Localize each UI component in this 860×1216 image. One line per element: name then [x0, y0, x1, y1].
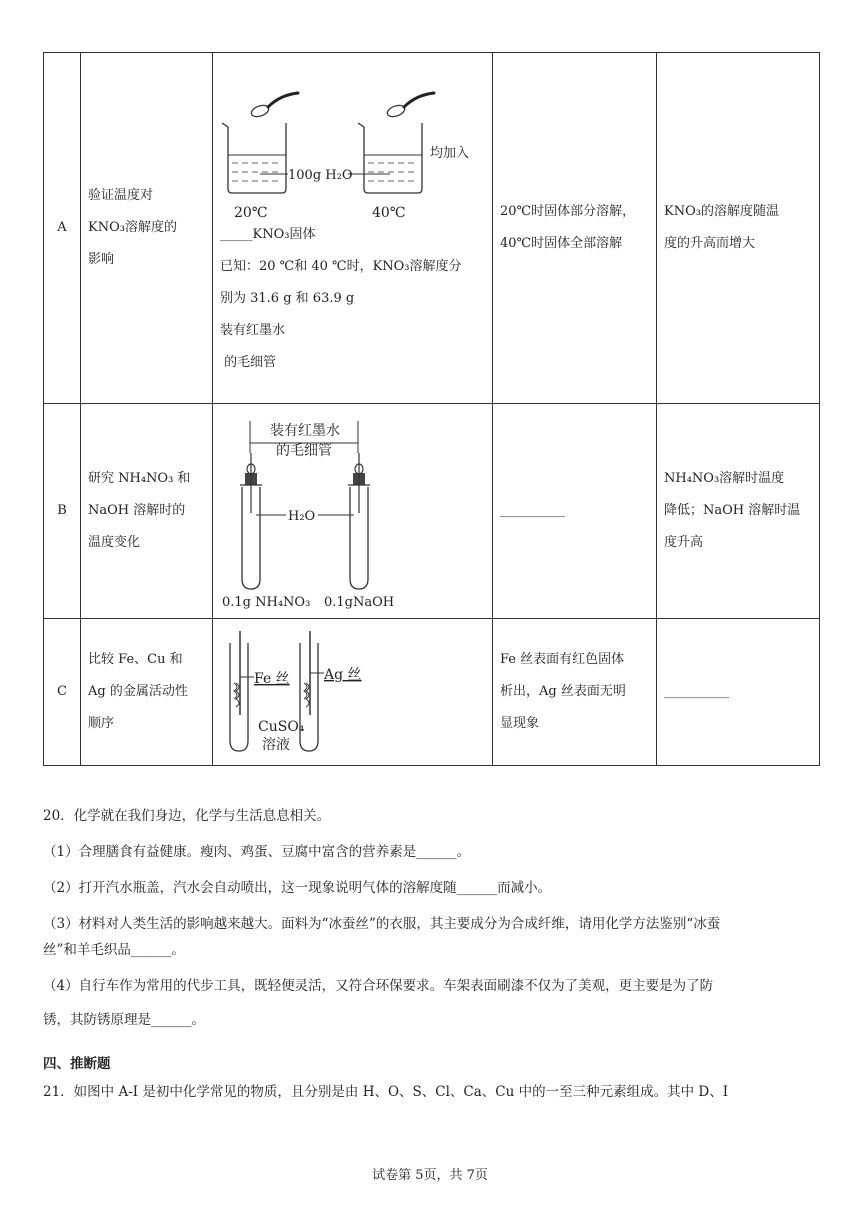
capillary-label-2: 的毛细管: [276, 443, 332, 459]
purpose-line: 研究 NH₄NO₃ 和: [88, 471, 191, 486]
left-test-tube: [240, 453, 262, 589]
beaker-figure: [220, 83, 485, 223]
question-20-part-2: （2）打开汽水瓶盖，汽水会自动喷出，这一现象说明气体的溶解度随______而减小。: [43, 880, 552, 896]
question-21-stem: 21．如图中 A-I 是初中化学常见的物质，且分别是由 H、O、S、Cl、Ca、Cu 中的一至三种元素组成。其中 D、I: [43, 1084, 729, 1100]
left-spoon-icon: [250, 93, 298, 119]
right-spoon-icon: [386, 93, 434, 119]
water-label: H₂O: [288, 509, 316, 524]
table-row-c: [44, 619, 820, 766]
capillary-label-1: 装有红墨水: [270, 423, 340, 439]
purpose-line: 温度变化: [88, 535, 141, 550]
right-solute-label: 0.1gNaOH: [324, 595, 395, 609]
experiment-conclusion: [657, 404, 820, 619]
table-row-b: [44, 404, 820, 619]
purpose-line: KNO₃溶解度的: [88, 220, 177, 235]
row-label: C: [44, 619, 81, 766]
question-20-part-1: （1）合理膳食有益健康。瘦肉、鸡蛋、豆腐中富含的营养素是______。: [43, 844, 471, 860]
phenomenon-line: 析出，Ag 丝表面无明: [500, 684, 626, 699]
conclusion-line: 度的升高而增大: [664, 236, 756, 251]
design-line: 别为 31.6 g 和 63.9 g: [220, 291, 355, 306]
phenomenon-line: 显现象: [500, 716, 540, 731]
conclusion-line: KNO₃的溶解度随温: [664, 204, 779, 219]
design-line: 装有红墨水: [220, 323, 286, 338]
solution-label-2: 溶液: [262, 737, 290, 753]
conclusion-blank[interactable]: __________: [664, 684, 729, 699]
phenomenon-blank[interactable]: __________: [500, 503, 565, 518]
question-20-part-3-line-1: （3）材料对人类生活的影响越来越大。面料为“冰蚕丝”的衣服，其主要成分为合成纤维，请用化学方法鉴别“冰蚕: [43, 916, 721, 932]
solution-label-1: CuSO₄: [258, 719, 305, 735]
phenomenon-line: Fe 丝表面有红色固体: [500, 652, 625, 667]
conclusion-line: 度升高: [664, 535, 704, 550]
experiment-table: [43, 52, 820, 766]
design-line: _____KNO₃固体: [220, 227, 316, 242]
row-label: B: [44, 404, 81, 619]
phenomenon-line: 20℃时固体部分溶解，: [500, 204, 636, 219]
page-footer: 试卷第 5页，共 7页: [372, 1168, 488, 1183]
right-temp-label: 40℃: [372, 205, 406, 221]
add-label: 均加入: [430, 146, 470, 161]
experiment-phenomenon: [493, 53, 657, 404]
right-test-tube: [348, 453, 370, 589]
experiment-conclusion: [657, 53, 820, 404]
experiment-design: [213, 404, 493, 619]
purpose-line: Ag 的金属活动性: [88, 684, 188, 699]
left-test-tube: [230, 631, 248, 751]
purpose-line: NaOH 溶解时的: [88, 503, 186, 518]
left-beaker: [222, 123, 286, 193]
test-tube-figure: [220, 413, 420, 609]
fe-wire-label: Fe 丝: [254, 671, 290, 687]
experiment-purpose: [81, 619, 213, 766]
design-line: 已知：20 ℃和 40 ℃时，KNO₃溶解度分: [220, 259, 462, 274]
left-temp-label: 20℃: [234, 205, 268, 221]
water-label: 100g H₂O: [288, 168, 353, 183]
experiment-design: [213, 619, 493, 766]
experiment-phenomenon: [493, 619, 657, 766]
experiment-purpose: [81, 404, 213, 619]
right-beaker: [358, 123, 422, 193]
experiment-conclusion: [657, 619, 820, 766]
purpose-line: 验证温度对: [88, 188, 154, 203]
purpose-line: 比较 Fe、Cu 和: [88, 652, 183, 667]
left-solute-label: 0.1g NH₄NO₃: [222, 595, 311, 609]
ag-wire-label: Ag 丝: [324, 667, 362, 683]
question-20-part-3-line-2: 丝”和羊毛织品______。: [43, 942, 185, 958]
row-label: A: [44, 53, 81, 404]
question-20-stem: 20．化学就在我们身边，化学与生活息息相关。: [43, 808, 331, 824]
experiment-purpose: [81, 53, 213, 404]
metal-wire-figure: [220, 627, 390, 757]
section-title: 四、推断题: [43, 1056, 111, 1072]
conclusion-line: NH₄NO₃溶解时温度: [664, 471, 785, 486]
design-line: 的毛细管: [220, 355, 277, 370]
question-20-part-4-line-2: 锈，其防锈原理是______。: [43, 1012, 205, 1028]
phenomenon-line: 40℃时固体全部溶解: [500, 236, 623, 251]
purpose-line: 顺序: [88, 716, 115, 731]
experiment-phenomenon: [493, 404, 657, 619]
table-row-a: [44, 53, 820, 404]
purpose-line: 影响: [88, 252, 115, 267]
experiment-design: [213, 53, 493, 404]
question-20-part-4-line-1: （4）自行车作为常用的代步工具，既轻便灵活，又符合环保要求。车架表面刷漆不仅为了美观，更主要是为了防: [43, 978, 714, 994]
conclusion-line: 降低；NaOH 溶解时温: [664, 503, 801, 518]
